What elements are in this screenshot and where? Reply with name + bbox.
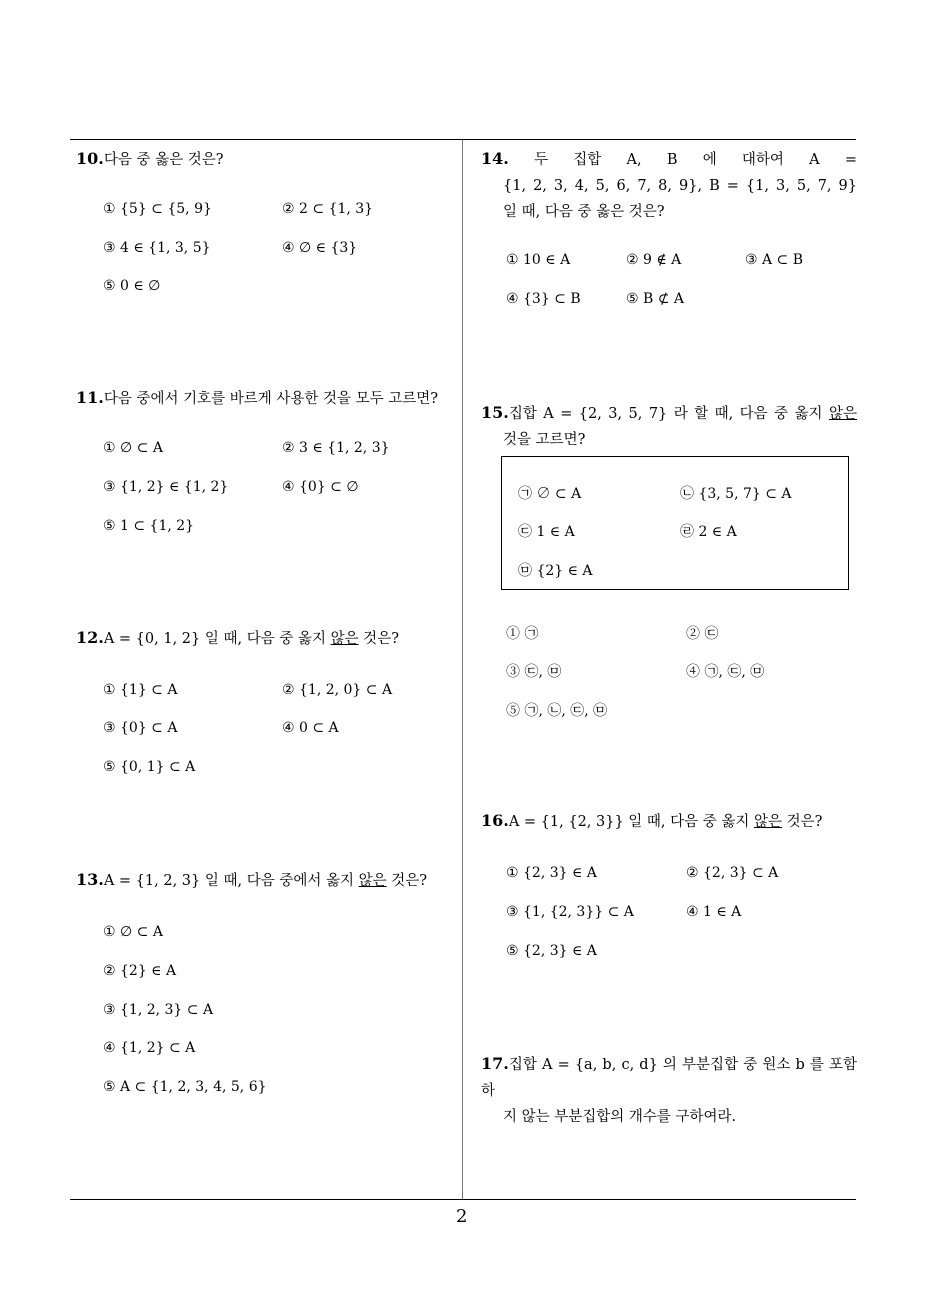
question-number: 13. <box>76 870 104 889</box>
question-number: 16. <box>481 811 509 830</box>
underlined-text: 않은 <box>754 814 783 830</box>
question-number: 11. <box>76 388 104 407</box>
q13-option-2[interactable]: ② {2} ∈ A <box>103 963 177 979</box>
question-17 <box>481 1051 857 1130</box>
question-number: 14. <box>481 149 509 168</box>
q13-option-1[interactable]: ① ∅ ⊂ A <box>103 924 163 940</box>
q13-option-5[interactable]: ⑤ A ⊂ {1, 2, 3, 4, 5, 6} <box>103 1079 267 1095</box>
top-rule <box>70 139 856 140</box>
q11-option-4[interactable]: ④ {0} ⊂ ∅ <box>282 479 359 495</box>
question-text-line-3: 일 때, 다음 중 옳은 것은? <box>503 204 665 220</box>
q15-option-1[interactable]: ① ㉠ <box>506 626 539 642</box>
q14-option-4[interactable]: ④ {3} ⊂ B <box>506 291 581 307</box>
question-text-line-1 <box>481 146 857 173</box>
question-text: 집합 A = {a, b, c, d} 의 부분집합 중 원소 b 를 포함하 <box>481 1057 857 1099</box>
q11-option-1[interactable]: ① ∅ ⊂ A <box>103 440 163 456</box>
q10-option-5[interactable]: ⑤ 0 ∈ ∅ <box>103 278 161 294</box>
question-16 <box>481 808 857 835</box>
question-text-line-2: {1, 2, 3, 4, 5, 6, 7, 8, 9}, B = {1, 3, 5, 7, 9} <box>503 178 857 194</box>
q14-option-2[interactable]: ② 9 ∉ A <box>626 252 682 268</box>
box-item-1: ㉠ ∅ ⊂ A <box>518 486 582 502</box>
q12-option-3[interactable]: ③ {0} ⊂ A <box>103 720 178 736</box>
question-text: A = {1, 2, 3} 일 때, 다음 중에서 옳지 <box>103 873 359 889</box>
q11-option-5[interactable]: ⑤ 1 ⊂ {1, 2} <box>103 518 195 534</box>
question-number: 12. <box>76 628 104 647</box>
q14-option-5[interactable]: ⑤ B ⊄ A <box>626 291 685 307</box>
question-text-end: 것은? <box>358 631 399 647</box>
q15-option-2[interactable]: ② ㉢ <box>686 626 719 642</box>
question-number: 17. <box>481 1054 509 1073</box>
question-13 <box>76 867 456 894</box>
q13-option-3[interactable]: ③ {1, 2, 3} ⊂ A <box>103 1002 214 1018</box>
box-item-2: ㉡ {3, 5, 7} ⊂ A <box>680 486 792 502</box>
underlined-text: 않은 <box>358 873 387 889</box>
q11-option-3[interactable]: ③ {1, 2} ∈ {1, 2} <box>103 479 229 495</box>
question-11 <box>76 385 456 412</box>
q10-option-2[interactable]: ② 2 ⊂ {1, 3} <box>282 201 374 217</box>
question-text: 다음 중 옳은 것은? <box>103 152 224 168</box>
question-14 <box>481 146 857 225</box>
box-item-3: ㉢ 1 ∈ A <box>518 524 575 540</box>
question-text: A = {0, 1, 2} 일 때, 다음 중 옳지 <box>103 631 331 647</box>
question-12 <box>76 625 456 652</box>
question-text: 다음 중에서 기호를 바르게 사용한 것을 모두 고르면? <box>103 391 439 407</box>
question-text-line-2: 지 않는 부분집합의 개수를 구하여라. <box>503 1109 737 1125</box>
box-item-5: ㉤ {2} ∈ A <box>518 563 593 579</box>
box-item-4: ㉣ 2 ∈ A <box>680 524 737 540</box>
q10-option-1[interactable]: ① {5} ⊂ {5, 9} <box>103 201 212 217</box>
q16-option-3[interactable]: ③ {1, {2, 3}} ⊂ A <box>506 904 634 920</box>
q12-option-4[interactable]: ④ 0 ⊂ A <box>282 720 339 736</box>
q16-option-2[interactable]: ② {2, 3} ⊂ A <box>686 865 779 881</box>
q15-option-3[interactable]: ③ ㉢, ㉤ <box>506 664 562 680</box>
question-text: 집합 A = {2, 3, 5, 7} 라 할 때, 다음 중 옳지 <box>508 406 829 422</box>
question-10 <box>76 146 456 173</box>
q10-option-4[interactable]: ④ ∅ ∈ {3} <box>282 240 358 256</box>
q12-option-1[interactable]: ① {1} ⊂ A <box>103 682 178 698</box>
q14-option-1[interactable]: ① 10 ∈ A <box>506 252 571 268</box>
q13-option-4[interactable]: ④ {1, 2} ⊂ A <box>103 1040 196 1056</box>
question-text-line-2: 것을 고르면? <box>503 432 586 448</box>
question-15 <box>481 400 857 453</box>
q14-option-3[interactable]: ③ A ⊂ B <box>745 252 804 268</box>
column-divider <box>462 140 463 1200</box>
page-number: 2 <box>456 1206 468 1227</box>
question-number: 10. <box>76 149 104 168</box>
q16-option-1[interactable]: ① {2, 3} ∈ A <box>506 865 597 881</box>
bottom-rule <box>70 1199 856 1200</box>
q15-option-5[interactable]: ⑤ ㉠, ㉡, ㉢, ㉤ <box>506 703 608 719</box>
q12-option-2[interactable]: ② {1, 2, 0} ⊂ A <box>282 682 393 698</box>
underlined-text: 않은 <box>330 631 359 647</box>
question-text-end: 것은? <box>386 873 427 889</box>
question-text: A = {1, {2, 3}} 일 때, 다음 중 옳지 <box>508 814 755 830</box>
question-number: 15. <box>481 403 509 422</box>
underlined-text: 않은 <box>828 406 857 422</box>
q15-option-4[interactable]: ④ ㉠, ㉢, ㉤ <box>686 664 765 680</box>
question-text-end: 것은? <box>782 814 823 830</box>
q12-option-5[interactable]: ⑤ {0, 1} ⊂ A <box>103 759 196 775</box>
q10-option-3[interactable]: ③ 4 ∈ {1, 3, 5} <box>103 240 211 256</box>
q16-option-5[interactable]: ⑤ {2, 3} ∈ A <box>506 943 597 959</box>
q11-option-2[interactable]: ② 3 ∈ {1, 2, 3} <box>282 440 390 456</box>
q16-option-4[interactable]: ④ 1 ∈ A <box>686 904 742 920</box>
question-text: 두 집합 A, B 에 대하여 A = <box>534 152 857 168</box>
